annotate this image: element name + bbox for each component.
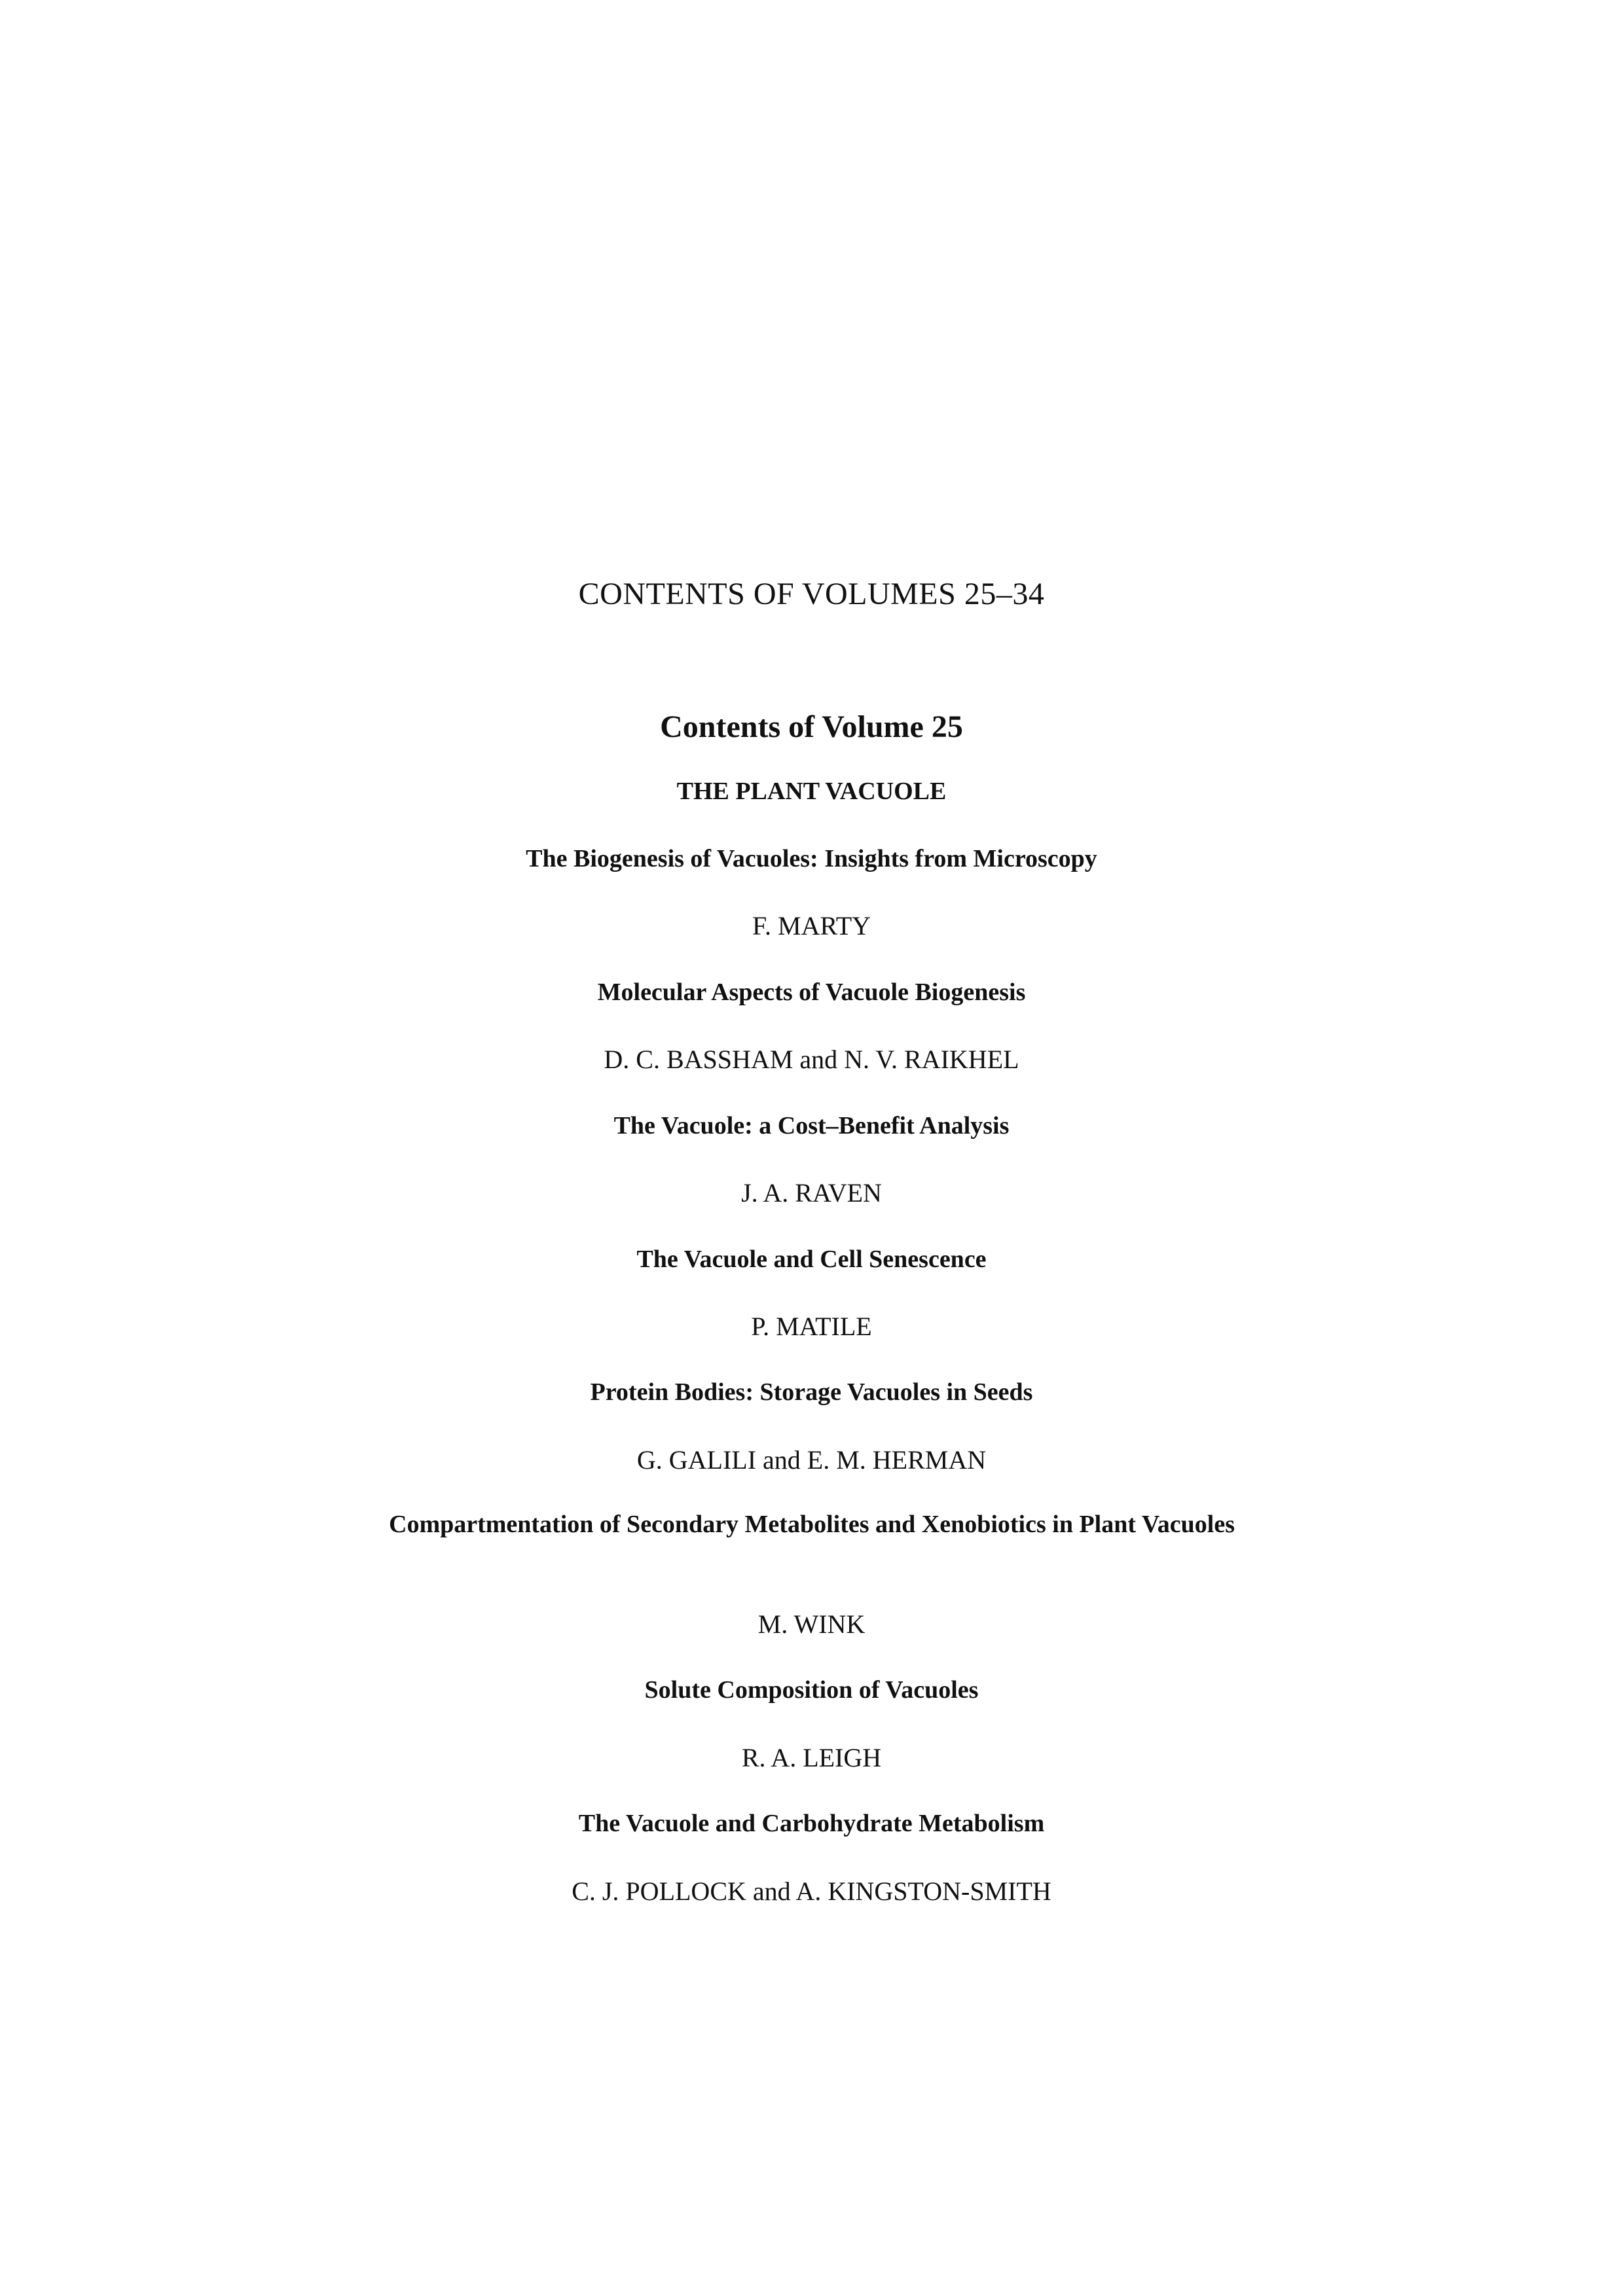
entry-authors: G. GALILI and E. M. HERMAN <box>636 1445 987 1475</box>
entry-title: The Vacuole and Carbohydrate Metabolism <box>578 1810 1045 1837</box>
entry-authors: F. MARTY <box>752 911 871 941</box>
volume-title: Contents of Volume 25 <box>660 709 963 744</box>
entry-authors: R. A. LEIGH <box>741 1743 882 1772</box>
page-heading: CONTENTS OF VOLUMES 25–34 <box>578 577 1045 611</box>
entry-title: Compartmentation of Secondary Metabolites and Xenobiotics in Plant Vacuoles <box>389 1511 1235 1538</box>
entry-title: Solute Composition of Vacuoles <box>644 1676 979 1704</box>
entry-title: The Vacuole and Cell Senescence <box>636 1246 987 1273</box>
entry-authors: C. J. POLLOCK and A. KINGSTON-SMITH <box>572 1876 1051 1906</box>
entry-title: The Vacuole: a Cost–Benefit Analysis <box>613 1112 1010 1139</box>
entry-title: Protein Bodies: Storage Vacuoles in Seeds <box>590 1378 1033 1406</box>
entry-authors: P. MATILE <box>751 1312 872 1341</box>
entry-authors: D. C. BASSHAM and N. V. RAIKHEL <box>604 1045 1019 1074</box>
entry-title: Molecular Aspects of Vacuole Biogenesis <box>597 978 1026 1006</box>
entry-authors: M. WINK <box>757 1609 866 1639</box>
volume-subtitle: THE PLANT VACUOLE <box>676 778 947 805</box>
entry-authors: J. A. RAVEN <box>741 1178 882 1208</box>
entry-title: The Biogenesis of Vacuoles: Insights from Microscopy <box>526 845 1097 872</box>
